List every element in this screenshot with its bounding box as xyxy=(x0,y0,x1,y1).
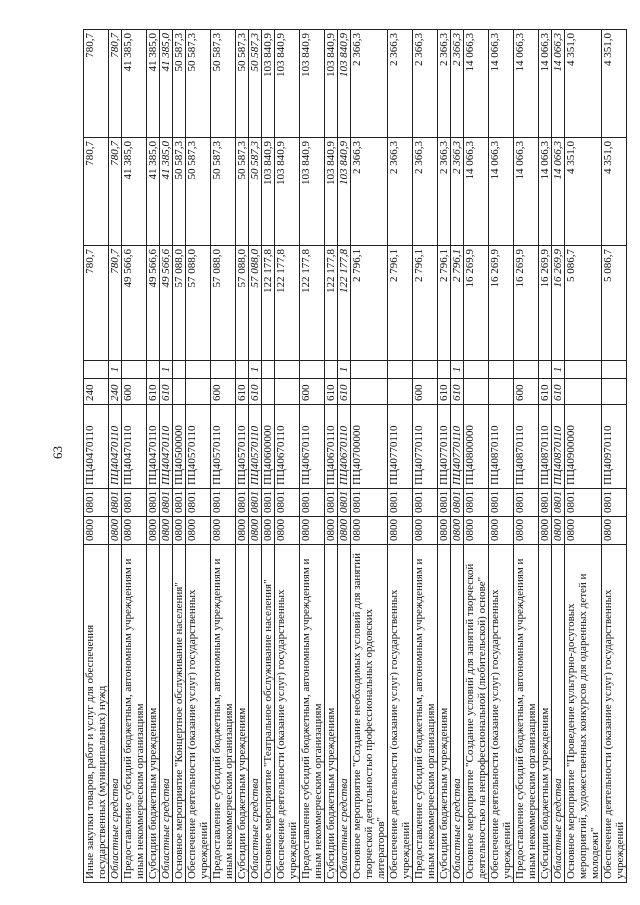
grbs-code-cell: 0800 xyxy=(565,517,602,545)
target-article-cell: ПЦ40670110 xyxy=(300,405,325,489)
table-row xyxy=(262,30,275,883)
amount-year2-cell: 2 366,3 xyxy=(451,138,464,246)
expense-type-cell: 610 xyxy=(451,379,464,405)
amount-year1-cell: 57 088,0 xyxy=(249,246,262,361)
grbs-code-cell: 0800 xyxy=(338,517,351,545)
row-name-cell: Основное мероприятие "Создание условий для занятий творческой деятельностью на непрофессиональной (любительской) основе" xyxy=(464,545,489,883)
expense-type-cell: 610 xyxy=(325,379,338,405)
expense-type-cell: 600 xyxy=(122,379,147,405)
grbs-code-cell: 0800 xyxy=(552,517,565,545)
amount-year1-cell: 780,7 xyxy=(109,246,122,361)
table-row xyxy=(122,30,147,883)
target-article-cell: ПЦ40770110 xyxy=(451,405,464,489)
target-article-cell: ПЦ40500000 xyxy=(173,405,186,489)
amount-year3-cell: 50 587,3 xyxy=(211,30,236,138)
section-code-cell: 0801 xyxy=(552,489,565,517)
expense-type-cell: 600 xyxy=(514,379,539,405)
section-code-cell: 0801 xyxy=(325,489,338,517)
amount-year3-cell: 103 840,9 xyxy=(325,30,338,138)
amount-year3-cell: 2 366,3 xyxy=(388,30,413,138)
amount-year1-cell: 122 177,8 xyxy=(338,246,351,361)
amount-year1-cell: 2 796,1 xyxy=(413,246,438,361)
amount-year1-cell: 16 269,9 xyxy=(464,246,489,361)
section-code-cell: 0801 xyxy=(451,489,464,517)
target-article-cell: ПЦ40870110 xyxy=(514,405,539,489)
table-row xyxy=(552,30,565,883)
row-name-cell: Областные средства xyxy=(338,545,351,883)
funding-source-cell xyxy=(413,361,438,379)
target-article-cell: ПЦ40870110 xyxy=(539,405,552,489)
target-article-cell: ПЦ40470110 xyxy=(84,405,109,489)
funding-source-cell: 1 xyxy=(160,361,173,379)
section-code-cell: 0801 xyxy=(211,489,236,517)
target-article-cell: ПЦ40570110 xyxy=(249,405,262,489)
row-name-cell: Обеспечение деятельности (оказание услуг) государственных учреждений xyxy=(489,545,514,883)
amount-year3-cell: 14 066,3 xyxy=(464,30,489,138)
row-name-cell: Обеспечение деятельности (оказание услуг) государственных учреждений xyxy=(275,545,300,883)
expense-type-cell: 600 xyxy=(413,379,438,405)
funding-source-cell xyxy=(211,361,236,379)
section-code-cell: 0801 xyxy=(388,489,413,517)
section-code-cell: 0801 xyxy=(160,489,173,517)
grbs-code-cell: 0800 xyxy=(464,517,489,545)
amount-year2-cell: 103 840,9 xyxy=(338,138,351,246)
amount-year2-cell: 780,7 xyxy=(84,138,109,246)
target-article-cell: ПЦ40670110 xyxy=(275,405,300,489)
grbs-code-cell: 0800 xyxy=(84,517,109,545)
amount-year3-cell: 41 385,0 xyxy=(147,30,160,138)
amount-year2-cell: 50 587,3 xyxy=(173,138,186,246)
grbs-code-cell: 0800 xyxy=(147,517,160,545)
grbs-code-cell: 0800 xyxy=(325,517,338,545)
funding-source-cell: 1 xyxy=(451,361,464,379)
grbs-code-cell: 0800 xyxy=(160,517,173,545)
amount-year1-cell: 49 566,6 xyxy=(147,246,160,361)
section-code-cell: 0801 xyxy=(275,489,300,517)
amount-year2-cell: 50 587,3 xyxy=(211,138,236,246)
funding-source-cell xyxy=(122,361,147,379)
funding-source-cell: 1 xyxy=(249,361,262,379)
amount-year3-cell: 780,7 xyxy=(84,30,109,138)
row-name-cell: Основное мероприятие "Проведение культурно-досуговых мероприятий, художественных конкурсов для одаренных детей и молодежи" xyxy=(565,545,602,883)
section-code-cell: 0801 xyxy=(84,489,109,517)
expense-type-cell xyxy=(262,379,275,405)
amount-year3-cell: 103 840,9 xyxy=(338,30,351,138)
table-row xyxy=(451,30,464,883)
funding-source-cell: 1 xyxy=(109,361,122,379)
row-name-cell: Предоставление субсидий бюджетным, автономным учреждениям и иным некоммерческим организациям xyxy=(514,545,539,883)
amount-year2-cell: 41 385,0 xyxy=(122,138,147,246)
amount-year3-cell: 41 385,0 xyxy=(122,30,147,138)
table-row xyxy=(275,30,300,883)
grbs-code-cell: 0800 xyxy=(539,517,552,545)
row-name-cell: Областные средства xyxy=(109,545,122,883)
table-row xyxy=(489,30,514,883)
target-article-cell: ПЦ40570110 xyxy=(236,405,249,489)
row-name-cell: Субсидии бюджетным учреждениям xyxy=(147,545,160,883)
expense-type-cell: 240 xyxy=(84,379,109,405)
section-code-cell: 0801 xyxy=(109,489,122,517)
row-name-cell: Субсидии бюджетным учреждениям xyxy=(438,545,451,883)
amount-year2-cell: 14 066,3 xyxy=(514,138,539,246)
amount-year3-cell: 14 066,3 xyxy=(489,30,514,138)
target-article-cell: ПЦ40570110 xyxy=(211,405,236,489)
amount-year1-cell: 5 086,7 xyxy=(565,246,602,361)
funding-source-cell xyxy=(262,361,275,379)
row-name-cell: Иные закупки товаров, работ и услуг для обеспечения государственных (муниципальных) нужд xyxy=(84,545,109,883)
amount-year2-cell: 2 366,3 xyxy=(413,138,438,246)
row-name-cell: Областные средства xyxy=(249,545,262,883)
target-article-cell: ПЦ40800000 xyxy=(464,405,489,489)
section-code-cell: 0801 xyxy=(565,489,602,517)
expense-type-cell: 610 xyxy=(539,379,552,405)
funding-source-cell xyxy=(147,361,160,379)
grbs-code-cell: 0800 xyxy=(173,517,186,545)
amount-year1-cell: 2 796,1 xyxy=(351,246,388,361)
amount-year2-cell: 103 840,9 xyxy=(262,138,275,246)
section-code-cell: 0801 xyxy=(262,489,275,517)
section-code-cell: 0801 xyxy=(539,489,552,517)
amount-year3-cell: 2 366,3 xyxy=(351,30,388,138)
expense-type-cell xyxy=(464,379,489,405)
target-article-cell: ПЦ40900000 xyxy=(565,405,602,489)
amount-year1-cell: 16 269,9 xyxy=(552,246,565,361)
grbs-code-cell: 0800 xyxy=(186,517,211,545)
target-article-cell: ПЦ40970110 xyxy=(602,405,627,489)
target-article-cell: ПЦ40770110 xyxy=(388,405,413,489)
expense-type-cell xyxy=(489,379,514,405)
amount-year3-cell: 50 587,3 xyxy=(186,30,211,138)
row-name-cell: Предоставление субсидий бюджетным, автономным учреждениям и иным некоммерческим организациям xyxy=(300,545,325,883)
amount-year3-cell: 14 066,3 xyxy=(552,30,565,138)
amount-year1-cell: 57 088,0 xyxy=(173,246,186,361)
amount-year1-cell: 780,7 xyxy=(84,246,109,361)
table-row xyxy=(147,30,160,883)
row-name-cell: Областные средства xyxy=(451,545,464,883)
grbs-code-cell: 0800 xyxy=(602,517,627,545)
amount-year3-cell: 4 351,0 xyxy=(565,30,602,138)
amount-year2-cell: 50 587,3 xyxy=(249,138,262,246)
expense-type-cell xyxy=(186,379,211,405)
row-name-cell: Субсидии бюджетным учреждениям xyxy=(539,545,552,883)
amount-year2-cell: 2 366,3 xyxy=(351,138,388,246)
amount-year3-cell: 41 385,0 xyxy=(160,30,173,138)
row-name-cell: Основное мероприятие "Создание необходимых условий для занятий творческой деятельностью профессиональных ордовских литераторов" xyxy=(351,545,388,883)
funding-source-cell xyxy=(464,361,489,379)
amount-year1-cell: 122 177,8 xyxy=(300,246,325,361)
section-code-cell: 0801 xyxy=(338,489,351,517)
expense-type-cell: 610 xyxy=(160,379,173,405)
target-article-cell: ПЦ40470110 xyxy=(147,405,160,489)
amount-year1-cell: 49 566,6 xyxy=(160,246,173,361)
amount-year1-cell: 122 177,8 xyxy=(325,246,338,361)
section-code-cell: 0801 xyxy=(147,489,160,517)
amount-year2-cell: 50 587,3 xyxy=(186,138,211,246)
table-row xyxy=(388,30,413,883)
amount-year2-cell: 2 366,3 xyxy=(388,138,413,246)
amount-year1-cell: 2 796,1 xyxy=(388,246,413,361)
funding-source-cell xyxy=(275,361,300,379)
amount-year2-cell: 103 840,9 xyxy=(325,138,338,246)
amount-year3-cell: 103 840,9 xyxy=(262,30,275,138)
funding-source-cell xyxy=(602,361,627,379)
table-row xyxy=(338,30,351,883)
row-name-cell: Областные средства xyxy=(160,545,173,883)
table-row xyxy=(464,30,489,883)
row-name-cell: Предоставление субсидий бюджетным, автономным учреждениям и иным некоммерческим организациям xyxy=(211,545,236,883)
table-row xyxy=(84,30,109,883)
target-article-cell: ПЦ40470110 xyxy=(109,405,122,489)
row-name-cell: Обеспечение деятельности (оказание услуг) государственных учреждений xyxy=(388,545,413,883)
amount-year1-cell: 16 269,9 xyxy=(514,246,539,361)
expense-type-cell: 240 xyxy=(109,379,122,405)
amount-year3-cell: 103 840,9 xyxy=(275,30,300,138)
funding-source-cell xyxy=(388,361,413,379)
section-code-cell: 0801 xyxy=(173,489,186,517)
row-name-cell: Предоставление субсидий бюджетным, автономным учреждениям и иным некоммерческим организациям xyxy=(122,545,147,883)
funding-source-cell xyxy=(173,361,186,379)
row-name-cell: Субсидии бюджетным учреждениям xyxy=(236,545,249,883)
expense-type-cell: 610 xyxy=(236,379,249,405)
section-code-cell: 0801 xyxy=(300,489,325,517)
amount-year2-cell: 103 840,9 xyxy=(300,138,325,246)
amount-year1-cell: 2 796,1 xyxy=(438,246,451,361)
amount-year1-cell: 16 269,9 xyxy=(489,246,514,361)
funding-source-cell xyxy=(84,361,109,379)
expense-type-cell: 610 xyxy=(552,379,565,405)
section-code-cell: 0801 xyxy=(413,489,438,517)
budget-table xyxy=(83,29,627,883)
grbs-code-cell: 0800 xyxy=(262,517,275,545)
funding-source-cell xyxy=(514,361,539,379)
table-row xyxy=(602,30,627,883)
amount-year1-cell: 2 796,1 xyxy=(451,246,464,361)
funding-source-cell xyxy=(351,361,388,379)
amount-year2-cell: 780,7 xyxy=(109,138,122,246)
table-row xyxy=(249,30,262,883)
section-code-cell: 0801 xyxy=(249,489,262,517)
target-article-cell: ПЦ40670110 xyxy=(325,405,338,489)
expense-type-cell: 610 xyxy=(338,379,351,405)
amount-year2-cell: 4 351,0 xyxy=(602,138,627,246)
table-row xyxy=(211,30,236,883)
expense-type-cell: 610 xyxy=(438,379,451,405)
section-code-cell: 0801 xyxy=(438,489,451,517)
table-row xyxy=(236,30,249,883)
funding-source-cell xyxy=(489,361,514,379)
expense-type-cell xyxy=(351,379,388,405)
section-code-cell: 0801 xyxy=(514,489,539,517)
funding-source-cell: 1 xyxy=(552,361,565,379)
table-row xyxy=(173,30,186,883)
section-code-cell: 0801 xyxy=(122,489,147,517)
target-article-cell: ПЦ40870110 xyxy=(552,405,565,489)
amount-year3-cell: 50 587,3 xyxy=(249,30,262,138)
row-name-cell: Обеспечение деятельности (оказание услуг) государственных учреждений xyxy=(186,545,211,883)
amount-year1-cell: 57 088,0 xyxy=(211,246,236,361)
funding-source-cell: 1 xyxy=(338,361,351,379)
row-name-cell: Областные средства xyxy=(552,545,565,883)
section-code-cell: 0801 xyxy=(236,489,249,517)
expense-type-cell xyxy=(602,379,627,405)
funding-source-cell xyxy=(325,361,338,379)
row-name-cell: Основное мероприятие "Театральное обслуживание населения" xyxy=(262,545,275,883)
amount-year1-cell: 5 086,7 xyxy=(602,246,627,361)
table-row xyxy=(413,30,438,883)
funding-source-cell xyxy=(300,361,325,379)
grbs-code-cell: 0800 xyxy=(514,517,539,545)
section-code-cell: 0801 xyxy=(489,489,514,517)
funding-source-cell xyxy=(186,361,211,379)
amount-year3-cell: 103 840,9 xyxy=(300,30,325,138)
amount-year2-cell: 103 840,9 xyxy=(275,138,300,246)
amount-year1-cell: 57 088,0 xyxy=(236,246,249,361)
page-number: 63 xyxy=(50,446,65,459)
amount-year1-cell: 122 177,8 xyxy=(275,246,300,361)
grbs-code-cell: 0800 xyxy=(236,517,249,545)
amount-year3-cell: 14 066,3 xyxy=(539,30,552,138)
amount-year2-cell: 14 066,3 xyxy=(539,138,552,246)
table-row xyxy=(186,30,211,883)
amount-year3-cell: 780,7 xyxy=(109,30,122,138)
row-name-cell: Основное мероприятие "Концертное обслуживание населения" xyxy=(173,545,186,883)
table-row xyxy=(514,30,539,883)
table-row xyxy=(109,30,122,883)
grbs-code-cell: 0800 xyxy=(122,517,147,545)
amount-year3-cell: 50 587,3 xyxy=(173,30,186,138)
target-article-cell: ПЦ40770110 xyxy=(438,405,451,489)
amount-year3-cell: 50 587,3 xyxy=(236,30,249,138)
table-row xyxy=(160,30,173,883)
row-name-cell: Обеспечение деятельности (оказание услуг) государственных учреждений xyxy=(602,545,627,883)
amount-year1-cell: 16 269,9 xyxy=(539,246,552,361)
amount-year3-cell: 2 366,3 xyxy=(413,30,438,138)
grbs-code-cell: 0800 xyxy=(300,517,325,545)
target-article-cell: ПЦ40470110 xyxy=(160,405,173,489)
amount-year2-cell: 50 587,3 xyxy=(236,138,249,246)
expense-type-cell xyxy=(388,379,413,405)
funding-source-cell xyxy=(539,361,552,379)
grbs-code-cell: 0800 xyxy=(489,517,514,545)
amount-year1-cell: 49 566,6 xyxy=(122,246,147,361)
expense-type-cell xyxy=(275,379,300,405)
grbs-code-cell: 0800 xyxy=(249,517,262,545)
grbs-code-cell: 0800 xyxy=(438,517,451,545)
section-code-cell: 0801 xyxy=(602,489,627,517)
target-article-cell: ПЦ40600000 xyxy=(262,405,275,489)
expense-type-cell: 600 xyxy=(300,379,325,405)
table-row xyxy=(565,30,602,883)
amount-year3-cell: 2 366,3 xyxy=(438,30,451,138)
amount-year2-cell: 4 351,0 xyxy=(565,138,602,246)
section-code-cell: 0801 xyxy=(464,489,489,517)
section-code-cell: 0801 xyxy=(351,489,388,517)
budget-table-body xyxy=(84,30,627,883)
amount-year2-cell: 41 385,0 xyxy=(160,138,173,246)
section-code-cell: 0801 xyxy=(186,489,211,517)
amount-year2-cell: 2 366,3 xyxy=(438,138,451,246)
table-row xyxy=(325,30,338,883)
expense-type-cell xyxy=(173,379,186,405)
amount-year3-cell: 2 366,3 xyxy=(451,30,464,138)
amount-year2-cell: 14 066,3 xyxy=(489,138,514,246)
amount-year1-cell: 122 177,8 xyxy=(262,246,275,361)
amount-year2-cell: 41 385,0 xyxy=(147,138,160,246)
target-article-cell: ПЦ40670110 xyxy=(338,405,351,489)
amount-year3-cell: 4 351,0 xyxy=(602,30,627,138)
target-article-cell: ПЦ40770110 xyxy=(413,405,438,489)
amount-year2-cell: 14 066,3 xyxy=(464,138,489,246)
expense-type-cell: 600 xyxy=(211,379,236,405)
amount-year1-cell: 57 088,0 xyxy=(186,246,211,361)
grbs-code-cell: 0800 xyxy=(211,517,236,545)
funding-source-cell xyxy=(565,361,602,379)
target-article-cell: ПЦ40700000 xyxy=(351,405,388,489)
row-name-cell: Субсидии бюджетным учреждениям xyxy=(325,545,338,883)
grbs-code-cell: 0800 xyxy=(275,517,300,545)
expense-type-cell xyxy=(565,379,602,405)
target-article-cell: ПЦ40570110 xyxy=(186,405,211,489)
row-name-cell: Предоставление субсидий бюджетным, автономным учреждениям и иным некоммерческим организациям xyxy=(413,545,438,883)
table-row xyxy=(300,30,325,883)
grbs-code-cell: 0800 xyxy=(413,517,438,545)
amount-year2-cell: 14 066,3 xyxy=(552,138,565,246)
funding-source-cell xyxy=(438,361,451,379)
table-row xyxy=(351,30,388,883)
target-article-cell: ПЦ40870110 xyxy=(489,405,514,489)
expense-type-cell: 610 xyxy=(147,379,160,405)
grbs-code-cell: 0800 xyxy=(388,517,413,545)
amount-year3-cell: 14 066,3 xyxy=(514,30,539,138)
expense-type-cell: 610 xyxy=(249,379,262,405)
grbs-code-cell: 0800 xyxy=(351,517,388,545)
grbs-code-cell: 0800 xyxy=(109,517,122,545)
target-article-cell: ПЦ40470110 xyxy=(122,405,147,489)
funding-source-cell xyxy=(236,361,249,379)
table-row xyxy=(438,30,451,883)
table-row xyxy=(539,30,552,883)
grbs-code-cell: 0800 xyxy=(451,517,464,545)
